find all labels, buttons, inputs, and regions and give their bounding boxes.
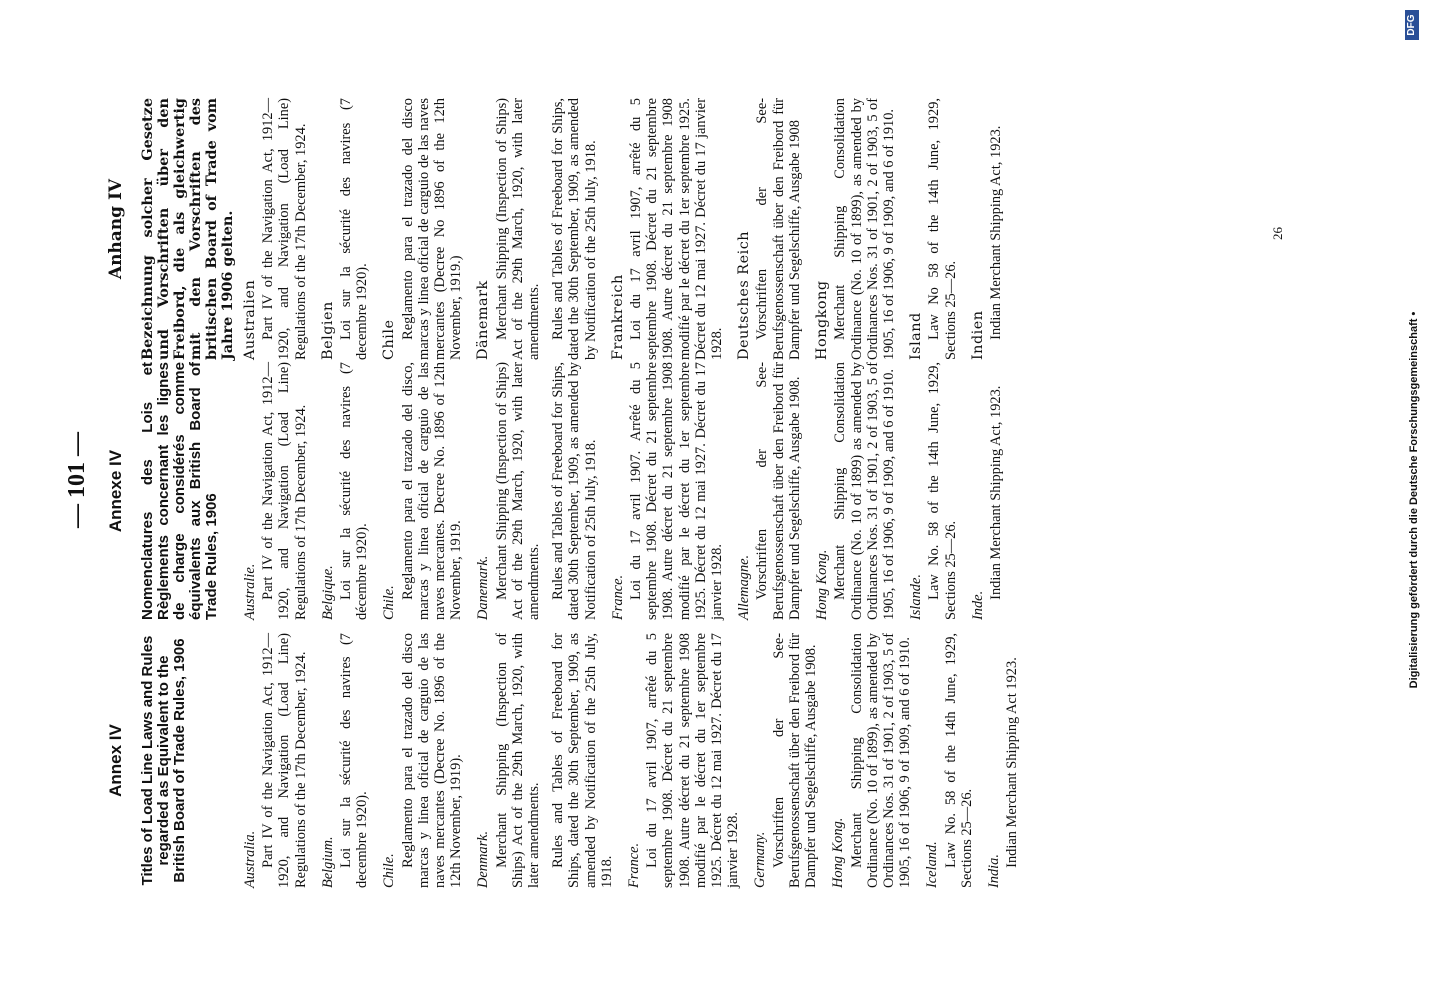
law-text: Rules and Tables of Freeboard for Ships, dated the 30th September, 1909, as amended by Notification of the 25th July, 1918. bbox=[550, 98, 599, 360]
english-annex-heading: Annex IV bbox=[106, 724, 125, 797]
country-name: Australie. bbox=[242, 563, 258, 620]
law-text: Rules and Tables of Freeboard for Ships, dated 30th September, 1909, as amended by Notification of 25th July, 1918. bbox=[550, 362, 599, 620]
english-entries bbox=[242, 633, 1031, 888]
country-name: Dänemark bbox=[475, 280, 492, 360]
german-title: Bezeichnung solcher Gesetze und Vorschriften über den Freibord, die als gleichwertig mit den Vorschriften des britischen Board of Trade vom Jahre 1906 gelten. bbox=[139, 98, 236, 360]
entry-english bbox=[242, 633, 309, 888]
english-title: Titles of Load Line Laws and Rules regarded as Equivalent to the British Board of Trade Rules, 1906 bbox=[139, 635, 188, 886]
law-text: Loi du 17 avril 1907. Arrêté du 5 septembre 1908. Décret du 21 septembre 1908. Autre décret du 21 septembre 1908 modifié par le décret du 1er septembre 1925. Décret du 12 mai 1927. Décret du 17 janvier 1928. bbox=[628, 362, 726, 620]
country-name: India. bbox=[985, 854, 1002, 888]
law-text: Merchant Shipping Consolidation Ordinance (No. 10 of 1899), as amended by Ordinances Nos. 31 of 1901, 2 of 1903, 5 of 1905, 16 of 1906, 9 of 1909, and 6 of 1910. bbox=[848, 633, 914, 888]
law-text: Loi du 17 avril 1907, arrêté du 5 septembre 1908. Décret du 21 septembre 1908. Autre décret du 21 septembre 1908 modifié par le décret du 1er septembre 1925. Décret du 12 mai 1927. Décret du 17 janvier 1928. bbox=[644, 633, 742, 888]
law-text: Reglamento para el trazado del disco marcas y linea oficial de carguio de las naves mercantes (Decree No 1896 of the 12th November, 1919.) bbox=[399, 98, 465, 360]
country-name: Hongkong bbox=[814, 280, 831, 360]
law-text: Law No. 58 of the 14th June, 1929, Sections 25—26. bbox=[942, 633, 975, 888]
country-name: France. bbox=[626, 842, 643, 888]
entry-german bbox=[242, 98, 309, 360]
footer-page-number: 26 bbox=[1270, 227, 1285, 240]
entry-german bbox=[320, 98, 371, 360]
country-name: Allemagne. bbox=[736, 554, 753, 620]
law-text: Merchant Shipping Consolidation Ordinance (No. 10 of 1899) as amended by Ordinances Nos. 31 of 1901, 2 of 1903, 5 of 1905, 16 of 1906, 9 of 1909, and 6 of 1910. bbox=[832, 362, 897, 620]
law-text: Loi du 17 avril 1907, arrêté du 5 septembre 1908. Décret du 21 septembre 1908. Autre décret du 21 septembre 1908 modifié par le décret du 1er septembre 1925. Décret du 12 mai 1927. Décret du 17 janvier 1928. bbox=[628, 98, 726, 360]
law-text: Part IV of the Navigation Act, 1912—1920, and Navigation (Load Line) Regulations of 17th December, 1924. bbox=[260, 362, 309, 620]
law-text: Vorschriften der See-Berufsgenossenschaft über den Freibord für Dampfer und Segelschiffe, Ausgabe 1908. bbox=[770, 633, 820, 888]
country-name: Inde. bbox=[969, 590, 986, 620]
law-text: Rules and Tables of Freeboard for Ships, dated the 30th September, 1909, as amended by Notification of the 25th July, 1918. bbox=[550, 633, 615, 888]
country-name: Hong Kong. bbox=[830, 817, 847, 888]
law-text: Indian Merchant Shipping Act, 1923. bbox=[987, 385, 1004, 600]
law-text: Indian Merchant Shipping Act, 1923. bbox=[987, 125, 1004, 340]
country-name: Denmark. bbox=[475, 830, 492, 888]
law-text: Merchant Shipping (Inspection of Ships) Act of the 29th March, 1920, with later amendments. bbox=[493, 98, 543, 360]
entry-english bbox=[752, 633, 819, 888]
entry-english bbox=[986, 633, 1020, 888]
law-text: Law No. 58 of the 14th June, 1929, Sections 25—26. bbox=[926, 362, 959, 620]
entry-english bbox=[924, 633, 975, 888]
page-number: — 101 — bbox=[64, 432, 90, 528]
entry-french bbox=[908, 362, 959, 620]
entry-german bbox=[970, 98, 1004, 360]
entry-german bbox=[736, 98, 803, 360]
german-entries bbox=[242, 98, 1015, 360]
law-text: Part IV of the Navigation Act, 1912—1920, and Navigation (Load Line) Regulations of the 17th December, 1924. bbox=[260, 98, 309, 360]
law-text: Reglamento para el trazado del disco, marcas y linea oficial de carguio de las naves mercantes. Decree No. 1896 of 12th November, 1919. bbox=[399, 362, 465, 620]
country-name: Belgium. bbox=[319, 836, 336, 888]
entry-french bbox=[320, 362, 371, 620]
entry-english bbox=[381, 633, 464, 888]
entry-english bbox=[830, 633, 913, 888]
entry-french bbox=[736, 362, 803, 620]
entry-english bbox=[626, 633, 741, 888]
law-text: Merchant Shipping Consolidation Ordinance (No. 10 of 1899), as amended by Ordinances Nos. 31 of 1901, 2 of 1903, 5 of 1905, 16 of 1906, 9 of 1909, and 6 of 1910. bbox=[832, 98, 897, 360]
entry-german bbox=[610, 98, 725, 360]
entry-french bbox=[970, 362, 1004, 620]
country-name: Chile. bbox=[381, 585, 398, 620]
country-name: Chile. bbox=[381, 853, 398, 888]
country-name: Island bbox=[908, 312, 925, 360]
law-text: Merchant Shipping (Inspection of Ships) Act of the 29th March, 1920, with later amendments. bbox=[493, 633, 543, 888]
law-text: Law No 58 of the 14th June, 1929, Sections 25—26. bbox=[926, 98, 959, 360]
law-text: Indian Merchant Shipping Act 1923. bbox=[1004, 657, 1021, 868]
entry-french bbox=[610, 362, 725, 620]
entry-english bbox=[320, 633, 371, 888]
french-entries bbox=[242, 362, 1015, 620]
country-name: Indien bbox=[969, 310, 986, 360]
country-name: Germany. bbox=[752, 831, 769, 888]
dfg-logo: DFG bbox=[1405, 10, 1419, 40]
country-name: Deutsches Reich bbox=[736, 230, 753, 360]
country-name: Australia. bbox=[242, 830, 258, 888]
entry-french bbox=[242, 362, 309, 620]
country-name: Australien bbox=[242, 279, 258, 360]
country-name: Belgique. bbox=[319, 565, 336, 620]
french-annex-heading: Annexe IV bbox=[106, 449, 125, 533]
country-name: Chile bbox=[381, 319, 398, 360]
law-text: Merchant Shipping (Inspection of Ships) Act of the 29th March, 1920, with later amendments. bbox=[493, 362, 543, 620]
entry-french bbox=[475, 362, 598, 620]
entry-english bbox=[475, 633, 615, 888]
country-name: Islande. bbox=[908, 574, 925, 620]
country-name: Danemark. bbox=[475, 555, 492, 620]
digitization-credit: Digitalisierung gefördert durch die Deutsche Forschungsgemeinschaft • bbox=[1408, 311, 1420, 689]
french-title: Nomenclatures des Lois et Règlements concernant les lignes de charge considérés comme équivalents aux British Board of Trade Rules, 1906 bbox=[139, 362, 220, 620]
country-name: Hong Kong. bbox=[814, 549, 831, 620]
country-name: Frankreich bbox=[609, 274, 626, 360]
law-text: Vorschriften der See-Berufsgenossenschaft über den Freibord für Dampfer und Segelschiffe, Ausgabe 1908 bbox=[754, 98, 803, 360]
entry-german bbox=[381, 98, 464, 360]
law-text: Loi sur la sécurité des navires (7 decembre 1920). bbox=[338, 633, 371, 888]
entry-german bbox=[475, 98, 598, 360]
law-text: Reglamento para el trazado del disco marcas y linea oficial de carguio de las naves mercantes (Decree No. 1896 of the 12th November, 1919). bbox=[399, 633, 465, 888]
entry-french bbox=[814, 362, 897, 620]
german-annex-heading: Anhang IV bbox=[106, 178, 126, 280]
law-text: Part IV of the Navigation Act, 1912—1920, and Navigation (Load Line) Regulations of the 17th December, 1924. bbox=[260, 633, 309, 888]
entry-german bbox=[814, 98, 897, 360]
country-name: France. bbox=[609, 574, 626, 620]
entry-french bbox=[381, 362, 464, 620]
law-text: Loi sur la sécurité des navires (7 decembre 1920). bbox=[338, 98, 371, 360]
law-text: Loi sur la sécurité des navires (7 décembre 1920). bbox=[338, 362, 371, 620]
country-name: Belgien bbox=[319, 301, 336, 360]
entry-german bbox=[908, 98, 959, 360]
country-name: Iceland. bbox=[924, 841, 941, 888]
law-text: Vorschriften der See-Berufsgenossenschaft über den Freibord für Dampfer und Segelschiffe, Ausgabe 1908. bbox=[754, 362, 803, 620]
